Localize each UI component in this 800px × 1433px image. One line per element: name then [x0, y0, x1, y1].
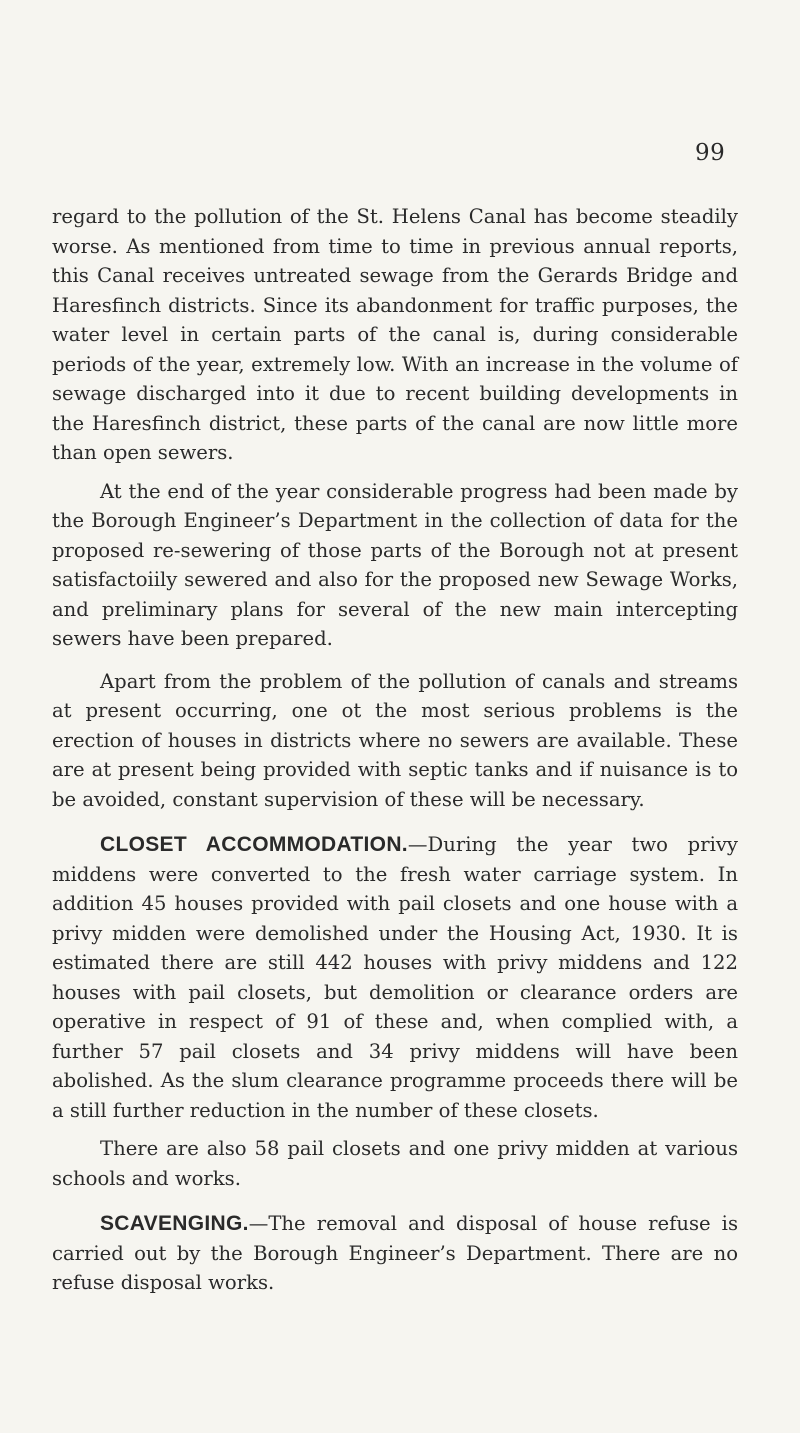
page-number: 99	[695, 140, 726, 166]
section-heading-closet-accommodation: CLOSET ACCOMMODATION.	[100, 833, 408, 856]
paragraph-closet-accommodation-text: —During the year two privy middens were converted to the fresh water carriage system. In addition 45 houses provided with pail closets and one house with a privy midden were demolished under the Housing Act, 1930. It is estimated there are still 442 houses with privy middens and 122 houses with pail closets, but demolition or clearance orders are operative in respect of 91 of these and, when complied with, a further 57 pail closets and 34 privy middens will have been abolished. As the slum clearance programme proceeds there will be a still further reduction in the number of these closets.	[52, 833, 738, 1122]
paragraph-scavenging-text: —The removal and disposal of house refuse is carried out by the Borough Engineer’s Department. There are no refuse disposal works.	[52, 1212, 738, 1294]
document-body	[52, 202, 738, 1298]
paragraph-canal-pollution: regard to the pollution of the St. Helens Canal has become steadily worse. As mentioned from time to time in previous annual reports, this Canal receives untreated sewage from the Gerards Bridge and Haresfinch districts. Since its abandonment for traffic purposes, the water level in certain parts of the canal is, during considerable periods of the year, extremely low. With an increase in the volume of sewage discharged into it due to recent building developments in the Haresfinch district, these parts of the canal are now little more than open sewers.	[52, 205, 738, 464]
paragraph-sewering-progress: At the end of the year considerable progress had been made by the Borough Engineer’s Department in the collection of data for the proposed re-sewering of those parts of the Borough not at present satisfactoiily sewered and also for the proposed new Sewage Works, and preliminary plans for several of the new main intercepting sewers have been prepared.	[52, 479, 738, 650]
paragraph-schools-closets: There are also 58 pail closets and one privy midden at various schools and works.	[52, 1137, 738, 1190]
section-heading-scavenging: SCAVENGING.	[100, 1212, 249, 1235]
paragraph-closet-accommodation	[52, 830, 738, 1125]
paragraph-septic-tanks: Apart from the problem of the pollution of canals and streams at present occurring, one ot the most serious problems is the erection of houses in districts where no sewers are available. These are at present being provided with septic tanks and if nuisance is to be avoided, constant supervision of these will be necessary.	[52, 669, 738, 811]
paragraph-scavenging	[52, 1209, 738, 1298]
